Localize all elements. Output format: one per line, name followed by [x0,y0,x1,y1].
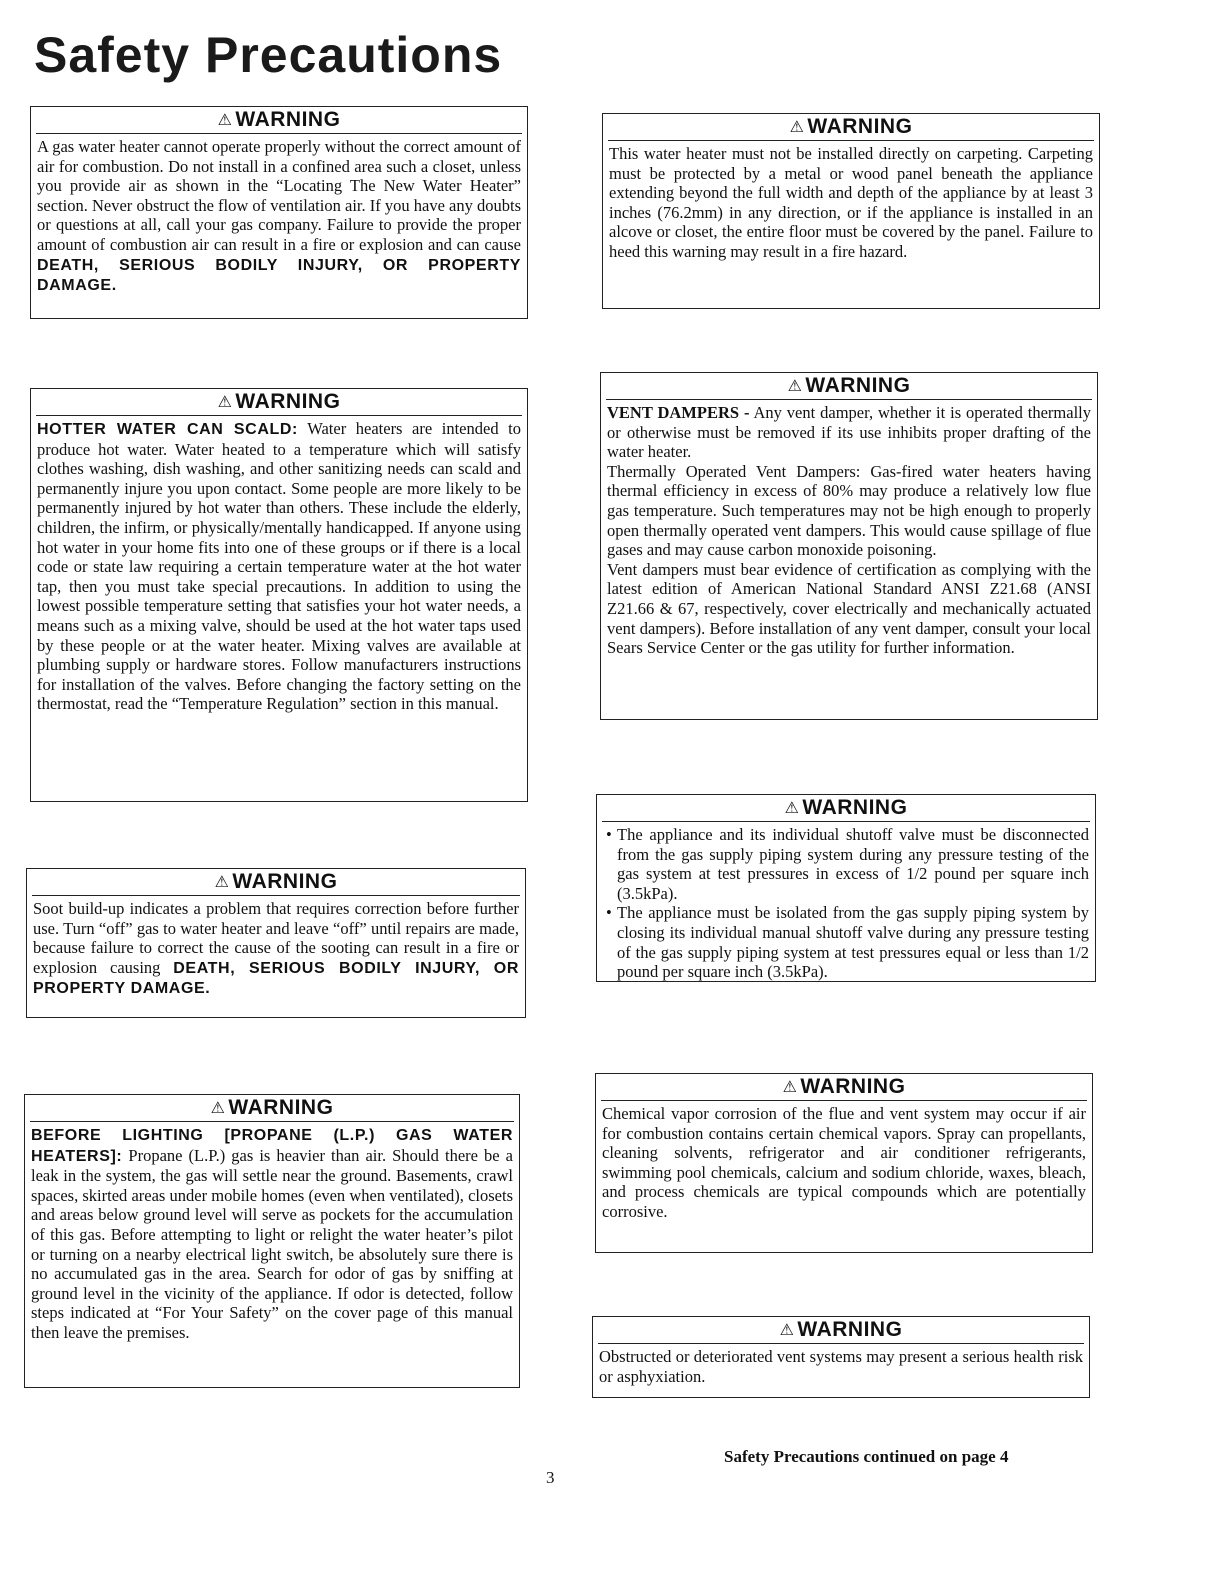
continued-note: Safety Precautions continued on page 4 [724,1447,1009,1466]
warning-text: BEFORE LIGHTING [PROPANE (L.P.) GAS WATER HEATERS]: Propane (L.P.) gas is heavier than air. Should there be a leak in the system, the gas will settle near the ground. Basements, crawl spaces, skirted areas under mobile homes (even when ventilated), closets and areas below ground level will serve as pockets for the accumulation of this gas. Before attempting to light or relight the water heater’s pilot or turning on a nearby electrical light switch, be absolutely sure there is no accumulated gas in the area. Search for odor of gas by sniffing at ground level in the vicinity of the appliance. If odor is detected, follow steps indicated at “For Your Safety” on the cover page of this manual then leave the premises. [31,1127,513,1342]
warning-lead: HOTTER WATER CAN SCALD: [37,421,298,438]
warning-triangle-icon: ⚠ [789,119,805,136]
warning-text: Chemical vapor corrosion of the flue and vent system may occur if air for combustion contains certain chemical vapors. Spray can propellants, cleaning solvents, refrigerator and air conditioner refrigerants, swimming pool chemicals, calcium and sodium chloride, waxes, bleach, and process chemicals are typical compounds which are potentially corrosive. [602,1104,1086,1221]
warning-box-chemical-vapor [595,1073,1093,1253]
warning-box-propane [24,1094,520,1388]
warning-text [601,400,1097,662]
warning-box-vent-dampers [600,372,1098,720]
warning-paragraph: Thermally Operated Vent Dampers: Gas-fired water heaters having thermal efficiency in excess of 80% may produce a relatively low flue gas temperature. Such temperatures may not be high enough to properly open thermally operated vent dampers. This would cause spillage of flue gases and may cause carbon monoxide poisoning. [607,461,1091,560]
warning-text: Obstructed or deteriorated vent systems may present a serious health risk or asphyxiation. [599,1347,1083,1386]
warning-emphasis: DEATH, SERIOUS BODILY INJURY, OR PROPERTY DAMAGE. [37,256,521,295]
warning-header [601,1074,1087,1101]
warning-box-soot [26,868,526,1018]
warning-triangle-icon: ⚠ [782,1079,798,1096]
warning-triangle-icon: ⚠ [784,800,800,817]
warning-header [36,107,522,134]
warning-label: WARNING [797,1318,903,1341]
warning-text: Soot build-up indicates a problem that requires correction before further use. Turn “off” gas to water heater and leave “off” until repairs are made, because failure to correct the cause of the sooting can result in a fire or explosion causing DEATH, SERIOUS BODILY INJURY, OR PROPERTY DAMAGE. [33,899,519,998]
warning-box-scald [30,388,528,802]
warning-label: WARNING [805,374,911,397]
warning-text: HOTTER WATER CAN SCALD: Water heaters are intended to produce hot water. Water heated to a temperature which will satisfy clothes washing, dish washing, and other sanitizing needs can scald and permanently injure you upon contact. Some people are more likely to be permanently injured by hot water than others. These include the elderly, children, the infirm, or physically/mentally handicapped. If anyone using hot water in your home fits into one of these groups or if there is a local code or state law requiring a certain temperature water at the hot water tap, then you must take special precautions. In addition to using the lowest possible temperature setting that satisfies your hot water needs, a means such as a mixing valve, should be used at the hot water taps used by these people or at the water heater. Mixing valves are available at plumbing supply or hardware stores. Follow manufacturers instructions for installation of the valves. Before changing the factory setting on the thermostat, read the “Temperature Regulation” section in this manual. [37,419,521,714]
warning-label: WARNING [802,796,908,819]
warning-text: This water heater must not be installed directly on carpeting. Carpeting must be protected by a metal or wood panel beneath the appliance extending beyond the full width and depth of the appliance by at least 3 inches (76.2mm) in any direction, or if the appliance is installed in an alcove or closet, the entire floor must be covered by the panel. Failure to heed this warning may result in a fire hazard. [609,144,1093,261]
warning-lead: BEFORE LIGHTING [PROPANE (L.P.) GAS WATER HEATERS]: [31,1127,513,1165]
warning-list [603,825,1089,982]
list-item: • The appliance and its individual shutoff valve must be disconnected from the gas supply piping system during any pressure testing of the gas system at test pressures in excess of 1/2 pound per square inch (3.5kPa). [617,825,1089,903]
warning-paragraph: VENT DAMPERS - Any vent damper, whether it is operated thermally or otherwise must be removed if its use inhibits proper drafting of the water heater. [607,403,1092,462]
warning-header [36,389,522,416]
warning-lead: VENT DAMPERS - [607,403,750,422]
warning-box-pressure-testing [596,794,1096,982]
warning-label: WARNING [807,115,913,138]
warning-header [598,1317,1084,1344]
warning-label: WARNING [235,108,341,131]
warning-header [32,869,520,896]
warning-triangle-icon: ⚠ [787,378,803,395]
page-number: 3 [546,1468,555,1487]
warning-label: WARNING [800,1075,906,1098]
warning-triangle-icon: ⚠ [217,112,233,129]
warning-label: WARNING [232,870,338,893]
warning-box-combustion-air [30,106,528,319]
warning-header [602,795,1090,822]
warning-box-obstructed-vent [592,1316,1090,1398]
warning-triangle-icon: ⚠ [217,394,233,411]
warning-triangle-icon: ⚠ [210,1100,226,1117]
warning-box-carpeting [602,113,1100,309]
warning-text [597,822,1095,986]
warning-header [608,114,1094,141]
warning-label: WARNING [235,390,341,413]
page-title: Safety Precautions [34,27,503,83]
warning-label: WARNING [228,1096,334,1119]
warning-emphasis: DEATH, SERIOUS BODILY INJURY, OR PROPERTY DAMAGE. [33,959,519,998]
warning-triangle-icon: ⚠ [779,1322,795,1339]
warning-triangle-icon: ⚠ [214,874,230,891]
warning-text: A gas water heater cannot operate properly without the correct amount of air for combustion. Do not install in a confined area such a closet, unless you provide air as shown in the “Locating The New Water Heater” section. Never obstruct the flow of ventilation air. If you have any doubts or questions at all, call your gas company. Failure to provide the proper amount of combustion air can result in a fire or explosion and can cause DEATH, SERIOUS BODILY INJURY, OR PROPERTY DAMAGE. [37,137,521,295]
warning-header [30,1095,514,1122]
warning-header [606,373,1092,400]
warning-paragraph: Vent dampers must bear evidence of certification as complying with the latest edition of American National Standard ANSI Z21.68 (ANSI Z21.66 & 67, respectively, cover electrically and mechanically actuated vent dampers). Before installation of any vent damper, consult your local Sears Service Center or the gas utility for further information. [607,559,1091,658]
list-item: • The appliance must be isolated from the gas supply piping system by closing its individual manual shutoff valve during any pressure testing of the gas supply piping system at test pressures equal or less than 1/2 pound per square inch (3.5kPa). [617,903,1089,981]
